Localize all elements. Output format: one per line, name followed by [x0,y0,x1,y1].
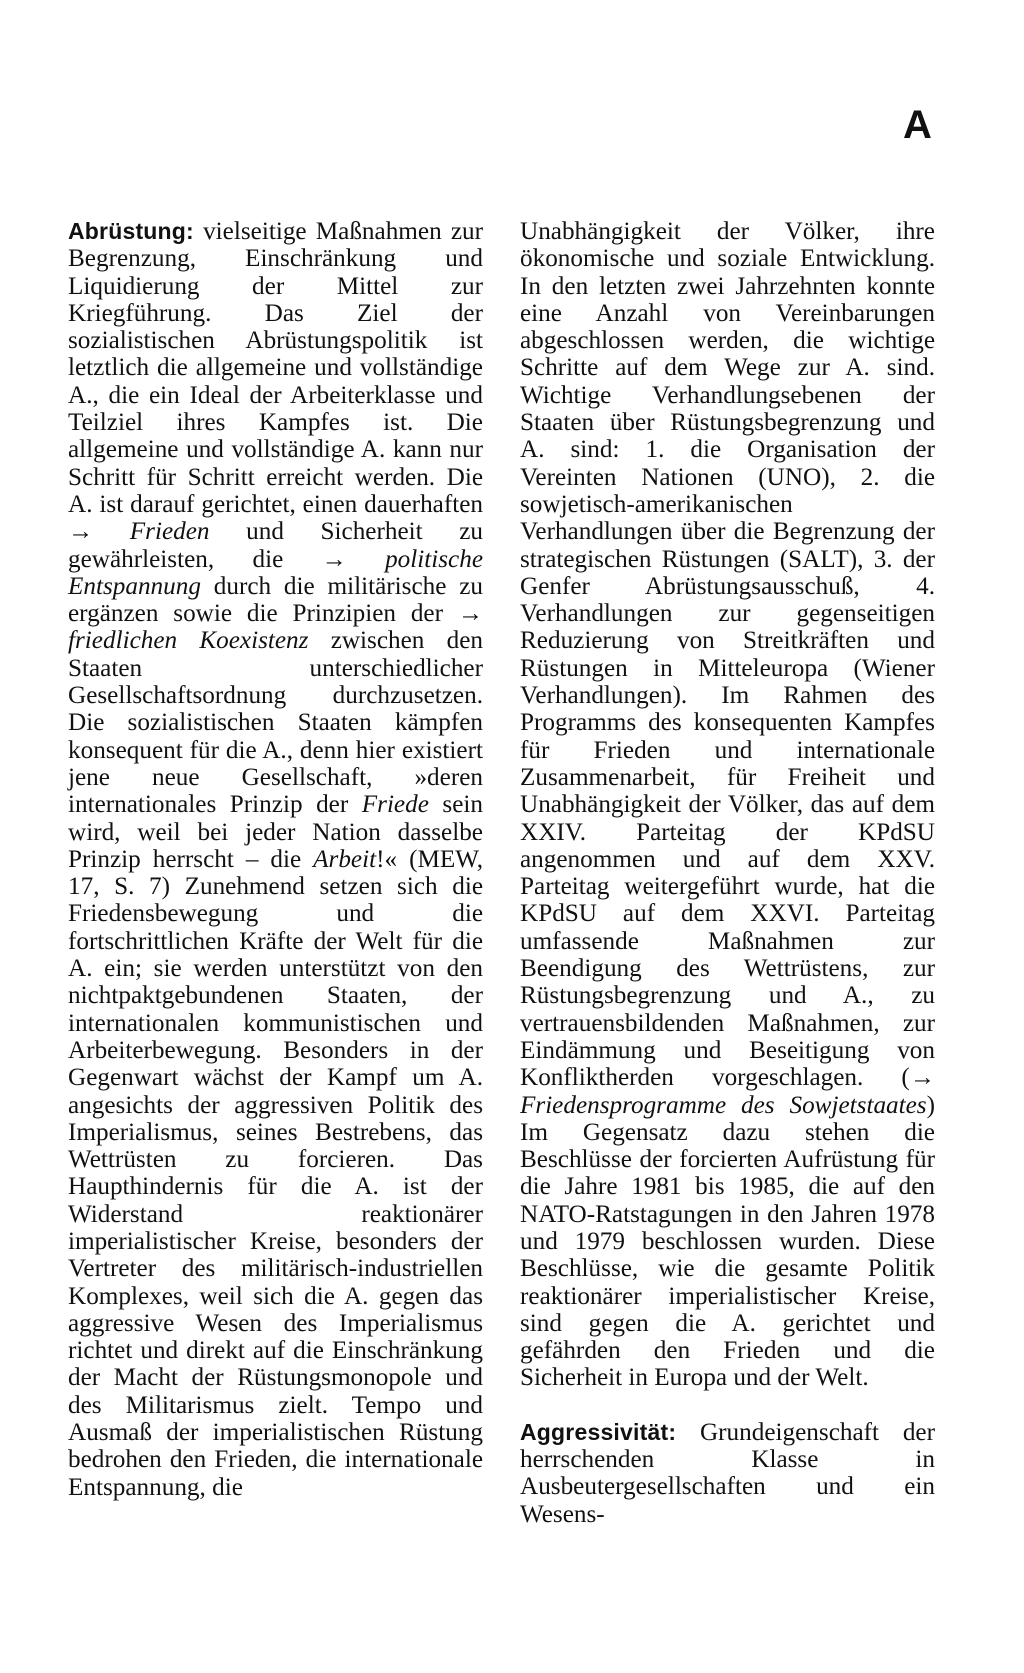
arrow-right-icon: → [68,518,130,546]
left-column [68,218,483,1501]
text-segment: !« (MEW, 17, S. 7) Zunehmend setzen sich die Friedensbewegung und die fortschrittlichen Kräfte der Welt für die A. ein; sie werden unterstützt von den nichtpaktgebundenen Staaten, der internationalen kommunistischen und Arbeiterbewegung. Besonders in der Gegenwart wächst der Kampf um A. angesichts der aggressiven Politik des Imperialismus, seines Bestrebens, das Wettrüsten zu forcieren. Das Haupthindernis für die A. ist der Widerstand reaktionärer imperialistischer Kreise, besonders der Vertreter des militärisch-industriellen Komplexes, weil sich die A. gegen das aggressive Wesen des Imperialismus richtet und direkt auf die Einschränkung der Macht der Rüstungsmonopole und des Militarismus zielt. Tempo und Ausmaß der imperialistischen Rüstung bedrohen den Frieden, die internationale Entspannung, die [68,845,483,1501]
entry-aggressivitaet [520,1419,935,1528]
arrow-right-icon: → [909,1064,935,1092]
cross-reference-frieden[interactable]: Frieden [129,518,210,546]
arrow-right-icon: → [457,600,483,628]
text-segment: zwischen den Staaten unterschiedlicher Gesellschaftsordnung durchzusetzen. Die sozialistischen Staaten kämpfen konsequent für die A., denn hier existiert jene neue Gesellschaft, »deren internationales Prinzip der [68,627,483,819]
text-segment: durch die militärische zu ergänzen sowie die Prinzipien der [68,572,483,628]
entry-abruestung-part2 [520,218,935,1392]
text-segment: sein wird, weil bei jeder Nation dasselbe Prinzip herrscht – die [68,791,483,873]
text-segment: ) Im Gegensatz dazu stehen die Beschlüsse der forcierten Aufrüstung für die Jahre 1981 bis 1985, die auf den NATO-Ratstagungen in den Jahren 1978 und 1979 beschlossen wurden. Diese Beschlüsse, wie die gesamte Politik reaktionärer imperialistischer Kreise, sind gegen die A. gerichtet und gefährden den Frieden und die Sicherheit in Europa und der Welt. [520,1091,935,1392]
text-segment: vielseitige Maßnahmen zur Begrenzung, Einschränkung und Liquidierung der Mittel zur Kriegführung. Das Ziel der sozialistischen Abrüstungspolitik ist letztlich die allgemeine und vollständige A., die ein Ideal der Arbeiterklasse und Teilziel ihres Kampfes ist. Die allgemeine und vollständige A. kann nur Schritt für Schritt erreicht werden. Die A. ist darauf gerichtet, einen dauerhaften [68,218,483,518]
text-segment: und Sicherheit zu gewährleisten, die [68,518,484,573]
text-segment: Grundeigenschaft der herrschenden Klasse in Ausbeutergesellschaften und ein Wesens- [520,1418,935,1528]
cross-reference-friedensprogramme[interactable]: Friedensprogramme des Sowjetstaates [520,1091,927,1119]
cross-reference-friedliche-koexistenz[interactable]: friedlichen Koexistenz [68,627,309,655]
arrow-right-icon: → [321,545,386,573]
emphasis-arbeit: Arbeit [313,845,377,873]
headword-abruestung: Abrüstung: [68,218,194,244]
right-column [520,218,935,1528]
emphasis-friede: Friede [361,791,429,819]
headword-aggressivitaet: Aggressivität: [520,1418,677,1445]
section-letter: A [903,103,932,147]
text-segment: Unabhängigkeit der Völker, ihre ökonomische und soziale Entwicklung. In den letzten zwei Jahrzehnten konnte eine Anzahl von Vereinbarungen abgeschlossen werden, die wichtige Schritte auf dem Wege zur A. sind. Wichtige Verhandlungsebenen der Staaten über Rüstungsbegrenzung und A. sind: 1. die Organisation der Vereinten Nationen (UNO), 2. die sowjetisch-amerikanischen Verhandlungen über die Begrenzung der strategischen Rüstungen (SALT), 3. der Genfer Abrüstungsausschuß, 4. Verhandlungen zur gegenseitigen Reduzierung von Streitkräften und Rüstungen in Mitteleuropa (Wiener Verhandlungen). Im Rahmen des Programms des konsequenten Kampfes für Frieden und internationale Zusammenarbeit, für Freiheit und Unabhängigkeit der Völker, das auf dem XXIV. Parteitag der KPdSU angenommen und auf dem XXV. Parteitag weitergeführt wurde, hat die KPdSU auf dem XXVI. Parteitag umfassende Maßnahmen zur Beendigung des Wettrüstens, zur Rüstungsbegrenzung und A., zu vertrauensbildenden Maßnahmen, zur Eindämmung und Beseitigung von Konfliktherden vorgeschlagen. ( [520,218,935,1092]
entry-abruestung-part1 [68,218,483,1501]
cross-reference-politische-entspannung[interactable]: politische Entspannung [68,545,483,600]
